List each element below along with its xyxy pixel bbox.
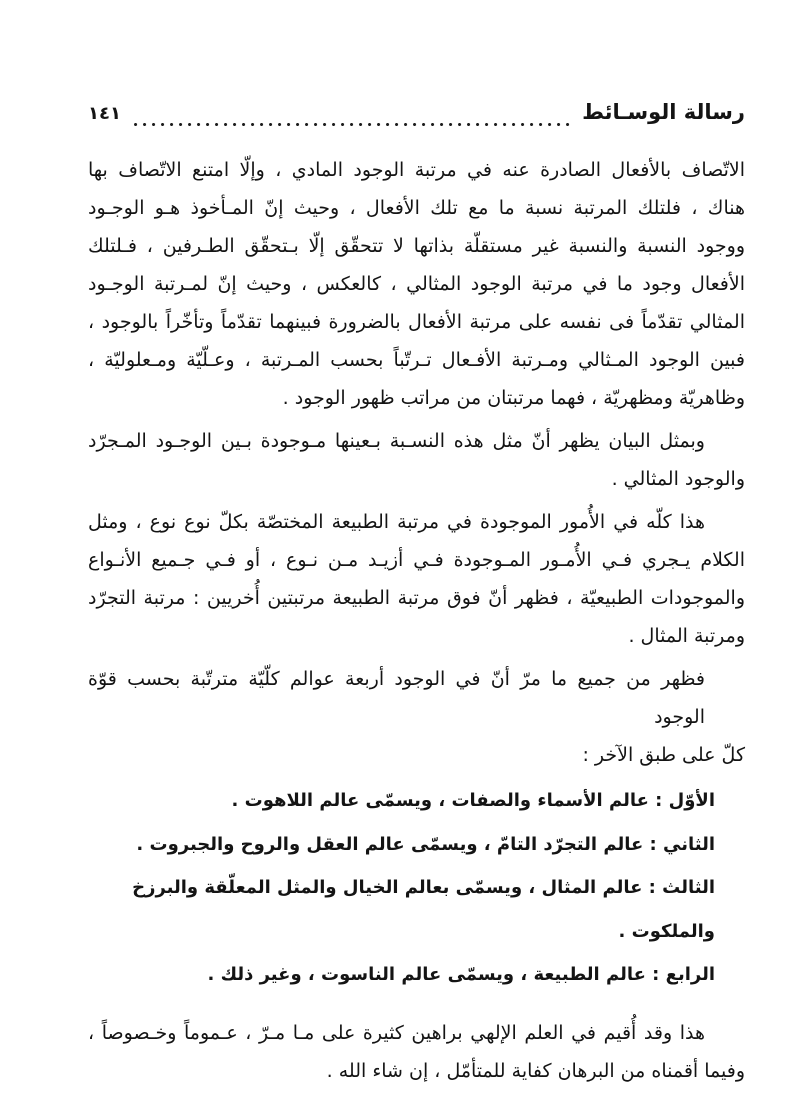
text-line: ومرتبة المثال .: [628, 625, 745, 647]
book-title: رسالة الوسـائط: [582, 100, 745, 124]
paragraph: [88, 151, 745, 417]
text-line: هذا وقد أُقيم في العلم الإلهي براهين كثيرة على مـا مـرّ ، عـموماً وخـصوصاً ،: [88, 1021, 705, 1044]
text-line: وبمثل البيان يظهر أنّ مثل هذه النسـبة بـعينها مـوجودة بـين الوجـود المـجرّد: [88, 430, 705, 452]
text-line: الكلام يـجري فـي الأُمـور المـوجودة فـي أزيـد مـن نـوع ، أو فـي جـميع الأنـواع: [88, 549, 745, 571]
text-line: كلّ على طبق الآخر :: [582, 744, 745, 766]
running-header: [88, 100, 745, 134]
world-item-third: الثالث : عالم المثال ، ويسمّى بعالم الخيال والمثل المعلّقة والبرزخ والملكوت .: [132, 877, 715, 942]
world-item-second: الثاني : عالم التجرّد التامّ ، ويسمّى عالم العقل والروح والجبروت .: [136, 833, 715, 855]
text-line: الأفعال وجود ما في مرتبة الوجود المثالي ، كالعكس ، وحيث إنّ لمـرتبة الوجـود: [88, 273, 745, 295]
page-content: [88, 100, 745, 1095]
body-text: [88, 151, 745, 1090]
text-line: الاتّصاف بالأفعال الصادرة عنه في مرتبة الوجود المادي ، وإلّا امتنع الاتّصاف بها: [88, 159, 745, 181]
paragraph: [88, 660, 745, 774]
text-line: فبين الوجود المـثالي ومـرتبة الأفـعال تـرتّباً بحسب المـرتبة ، وعـلّيّة ومـعلوليّة ،: [88, 349, 745, 371]
text-line: والوجود المثالي .: [611, 468, 745, 490]
text-line: المثالي تقدّماً فى نفسه على مرتبة الأفعال بالضرورة فبينهما تقدّماً وتأخّراً بالوجود ،: [88, 311, 745, 333]
text-line: وظاهريّة ومظهريّة ، فهما مرتبتان من مراتب ظهور الوجود .: [282, 387, 745, 409]
text-line: ووجود النسبة والنسبة غير مستقلّة بذاتها لا تتحقّق إلّا بـتحقّق الطـرفين ، فـلتلك: [88, 235, 745, 257]
paragraph: [88, 1014, 745, 1090]
world-item-first: الأوّل : عالم الأسماء والصفات ، ويسمّى عالم اللاهوت .: [231, 790, 715, 811]
text-line: هناك ، فلتلك المرتبة نسبة ما مع تلك الأفعال ، وحيث إنّ المـأخوذ هـو الوجـود: [88, 197, 745, 219]
world-item-fourth: الرابع : عالم الطبيعة ، ويسمّى عالم الناسوت ، وغير ذلك .: [207, 964, 715, 985]
page-number: ١٤١: [88, 103, 121, 124]
dotted-leader: [131, 122, 572, 127]
text-line: والموجودات الطبيعيّة ، فظهر أنّ فوق مرتبة الطبيعة مرتبتين أُخريين : مرتبة التجرّد: [88, 587, 745, 609]
text-line: وفيما أقمناه من البرهان كفاية للمتأمّل ، إن شاء الله .: [326, 1059, 745, 1082]
worlds-list: [88, 779, 745, 997]
text-line: فظهر من جميع ما مرّ أنّ في الوجود أربعة عوالم كلّيّة مترتّبة بحسب قوّة الوجود: [88, 668, 705, 728]
paragraph: [88, 503, 745, 655]
text-line: هذا كلّه في الأُمور الموجودة في مرتبة الطبيعة المختصّة بكلّ نوع نوع ، ومثل: [88, 511, 705, 533]
paragraph: [88, 422, 745, 498]
